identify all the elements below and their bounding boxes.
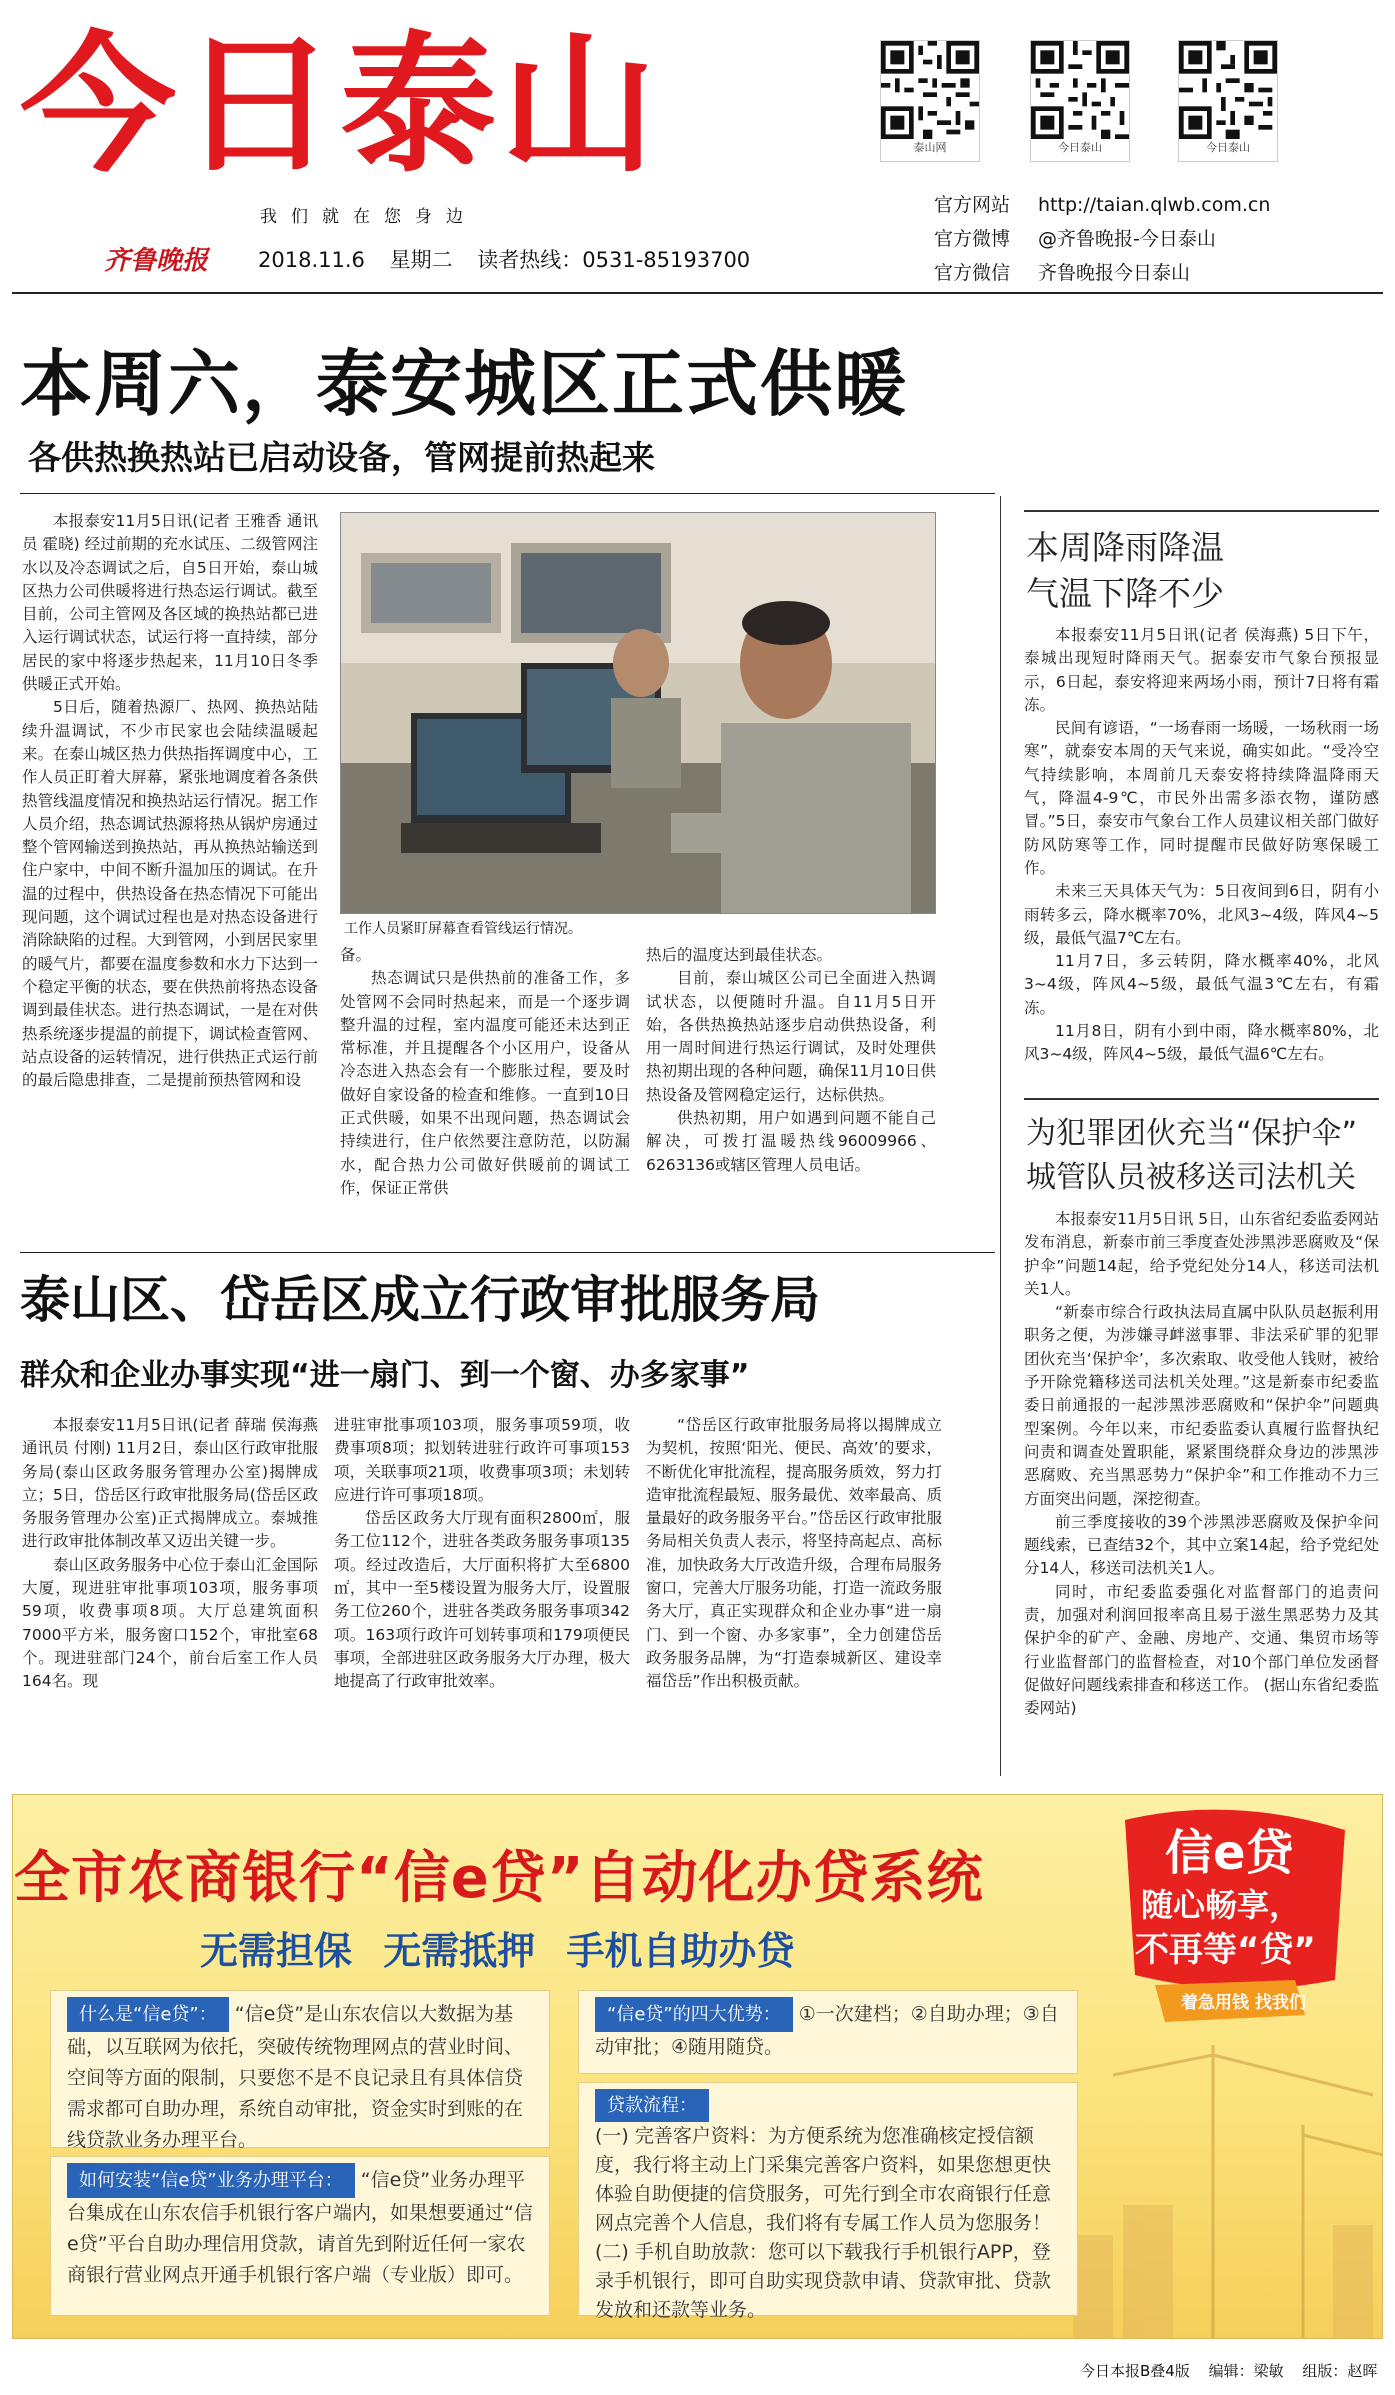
lead-paragraph: 本报泰安11月5日讯(记者 王雅香 通讯员 霍晓) 经过前期的充水试压、二级管网注水以及冷态调试之后，自5日开始，泰山城区热力公司供暖将进行热态运行调试。截至目前，公司主管网及各区域的换热站都已进入运行调试状态，试运行将一直持续，部分居民的家中将逐步热起来，11月10日冬季供暖正式开始。 [22,512,318,694]
ad-info-install [50,2156,550,2316]
side-paragraph: 11月8日，阴有小到中雨，降水概率80%，北风3~4级，阵风4~5级，最低气温6℃左右。 [1024,1022,1379,1064]
issue-info [258,244,768,274]
second-paragraph: 进驻审批事项103项，服务事项59项，收费事项8项；拟划转进驻行政许可事项153项，关联事项21项，收费事项3项；未划转应进行许可事项18项。 [334,1416,630,1504]
lead-paragraph: 供热初期，用户如遇到问题不能自己解决，可拨打温暖热线96009966、6263136或辖区管理人员电话。 [646,1109,936,1174]
lead-headline: 本周六，泰安城区正式供暖 [20,342,909,426]
qr-pattern-1 [881,41,979,139]
contact-label: 官方微信 [934,262,1011,284]
issue-weekday: 星期二 [389,248,453,272]
side-story-1-title-2: 气温下降不少 [1026,574,1224,613]
slogan-line-2: 不再等“贷” [1135,1930,1316,1970]
side-story-1-title-1: 本周降雨降温 [1026,528,1224,567]
qr-caption-3: 今日泰山 [1206,141,1250,154]
ad-box-header: 如何安装“信e贷”业务办理平台： [67,2163,355,2198]
brand-logo: 齐鲁晚报 [104,246,209,276]
ad-info-what [50,1990,550,2151]
side-story-1-rule [1024,510,1379,512]
second-column-3 [646,1414,942,1776]
ad-slogan-card [1095,1800,1365,2040]
qr-pattern-2 [1031,41,1129,139]
lead-column-3 [646,944,936,1254]
contact-label: 官方微博 [934,228,1011,250]
ad-title: 全市农商银行“信e贷”自动化办贷系统 [14,1846,984,1911]
lead-paragraph: 热后的温度达到最佳状态。 [646,946,833,964]
footer-editor: 编辑：梁敏 [1208,2362,1284,2380]
slogan-tag: 着急用钱 找我们 [1181,1993,1306,2013]
ad-info-advantages [578,1990,1078,2074]
footer-edition: 今日本报B叠4版 [1080,2362,1190,2380]
side-paragraph: 民间有谚语，“一场春雨一场暖，一场秋雨一场寒”，就泰安本周的天气来说，确实如此。“受冷空气持续影响，本周前几天泰安将持续降温降雨天气，降温4-9℃，市民外出需多添衣物，谨防感冒。”5日，泰安市气象台工作人员建议相关部门做好防风防寒等工作，同时提醒市民做好防寒保暖工作。 [1024,719,1379,877]
side-paragraph: 本报泰安11月5日讯 5日，山东省纪委监委网站发布消息，新泰市前三季度查处涉黑涉恶腐败及“保护伞”问题14起，给予党纪处分14人，移送司法机关1人。 [1024,1210,1379,1298]
ad-box-text: ①一次建档；②自助办理；③自动审批；④随用随贷。 [595,2003,1059,2058]
lead-photo [340,512,936,914]
ad-box-text: “信e贷”是山东农信以大数据为基础，以互联网为依托，突破传统物理网点的营业时间、空间等方面的限制，只要您不是不良记录且有具体信贷需求都可自助办理，系统自动审批，资金实时到账的在线贷款业务办理平台。 [67,2003,524,2151]
second-column-2 [334,1414,630,1776]
contact-wechat [934,256,1270,290]
ad-box-header: “信e贷”的四大优势： [595,1997,793,2032]
contact-label: 官方网站 [934,194,1011,216]
lead-column-2 [340,944,630,1254]
masthead-slogan: 我们就在您身边 [260,207,477,227]
office-scene-image [341,513,936,914]
qr-pattern-3 [1179,41,1277,139]
ad-box-text: “信e贷”业务办理平台集成在山东农信手机银行客户端内，如果想要通过“信e贷”平台自助办理信用贷款，请首先到附近任何一家农商银行营业网点开通手机银行客户端（专业版）即可。 [67,2169,533,2286]
ad-subtitle: 无需担保 无需抵押 手机自助办贷 [200,1929,795,1973]
slogan-brand: 信e贷 [1165,1825,1294,1881]
second-headline: 泰山区、岱岳区成立行政审批服务局 [20,1271,820,1329]
wechat-handle[interactable]: 齐鲁晚报今日泰山 [1038,262,1191,284]
official-contacts [934,188,1270,290]
second-paragraph: 泰山区政务服务中心位于泰山汇金国际大厦，现进驻审批事项103项，服务事项59项，收费事项8项。大厅总建筑面积7000平方米，服务窗口152个，审批室68个。现进驻部门24个，前台后室工作人员164名。现 [22,1555,318,1691]
side-paragraph: “新泰市综合行政执法局直属中队队员赵振利用职务之便，为涉嫌寻衅滋事罪、非法采矿罪的犯罪团伙充当‘保护伞’，多次索取、收受他人钱财，被给予开除党籍移送司法机关处理。”这是新泰市纪委监委日前通报的一起涉黑涉恶腐败和“保护伞”问题典型案例。今年以来，市纪委监委认真履行监督执纪问责和调查处置职能，紧紧围绕群众身边的涉黑涉恶腐败、充当黑恶势力“保护伞”和工作推动不力三方面突出问题，深挖彻查。 [1024,1303,1379,1508]
lead-paragraph: 目前，泰山城区公司已全面进入热调试状态，以便随时升温。自11月5日开始，各供热换热站逐步启动供热设备，利用一周时间进行热运行调试，及时处理供热初期出现的各种问题，确保11月10日供热设备及管网稳定运行，达标供热。 [646,969,936,1104]
lead-subhead: 各供热换热站已启动设备，管网提前热起来 [28,438,655,477]
lead-paragraph: 热态调试只是供热前的准备工作，多处管网不会同时热起来，而是一个逐步调整升温的过程，室内温度可能还未达到正常标准，并且提醒各个小区用户，设备从冷态进入热态会有一个膨胀过程，要及时做好自家设备的检查和维修。一直到10日正式供暖，如果不出现问题，热态调试会持续进行，住户依然要注意防范，以防漏水，配合热力公司做好供暖前的调试工作，保证正常供 [340,969,630,1197]
side-paragraph: 本报泰安11月5日讯(记者 侯海燕) 5日下午，泰城出现短时降雨天气。据泰安市气象台预报显示，6日起，泰安将迎来两场小雨，预计7日将有霜冻。 [1024,626,1379,714]
second-subhead: 群众和企业办事实现“进一扇门、到一个窗、办多家事” [20,1358,750,1393]
ad-box-text: (二) 手机自助放款：您可以下载我行手机银行APP，登录手机银行，即可自助实现贷款申请、贷款审批、贷款发放和还款等业务。 [595,2241,1052,2321]
second-column-1 [22,1414,318,1776]
weibo-handle[interactable]: @齐鲁晚报-今日泰山 [1038,228,1216,250]
lead-paragraph: 备。 [340,946,372,964]
column-divider [1000,496,1001,1776]
qr-caption-2: 今日泰山 [1058,141,1102,154]
side-story-2-title-1: 为犯罪团伙充当“保护伞” [1026,1116,1358,1151]
masthead-divider [12,292,1383,294]
side-paragraph: 未来三天具体天气为：5日夜间到6日，阴有小雨转多云，降水概率70%，北风3~4级，阵风4~5级，最低气温7℃左右。 [1024,882,1379,947]
lead-paragraph: 5日后，随着热源厂、热网、换热站陆续升温调试，不少市民家也会陆续温暖起来。在泰山城区热力供热指挥调度中心，工作人员正盯着大屏幕，紧张地调度着各条供热管线温度情况和换热站运行情况。据工作人员介绍，热态调试热源将热从锅炉房通过整个管网输送到换热站，再从换热站输送到住户家中，中间不断升温加压的调试。在升温的过程中，供热设备在热态情况下可能出现问题，这个调试过程也是对热态设备进行消除缺陷的过程。大到管网，小到居民家里的暖气片，都要在温度参数和水力下达到一个稳定平衡的状态，要在供热前将热态设备调到最佳状态。进行热态调试，一是在对供热系统逐步提温的前提下，调试检查管网、站点设备的运转情况，进行供热正式运行前的最后隐患排查，二是提前预热管网和设 [22,698,318,1090]
footer-layout: 组版：赵晖 [1302,2362,1378,2380]
side-paragraph: 前三季度接收的39个涉黑涉恶腐败及保护伞问题线索，已查结32个，其中立案14起，给予党纪处分14人，移送司法机关1人。 [1024,1512,1379,1578]
lead-divider [20,493,995,494]
photo-caption: 工作人员紧盯屏幕查看管线运行情况。 [344,921,582,937]
second-paragraph: “岱岳区行政审批服务局将以揭牌成立为契机，按照‘阳光、便民、高效’的要求，不断优化审批流程，提高服务质效，努力打造审批流程最短、服务最优、效率最高、质量最好的政务服务平台。”岱岳区行政审批服务局相关负责人表示，将坚持高起点、高标准，加快政务大厅改造升级，合理布局服务窗口，完善大厅服务功能，打造一流政务服务大厅，真正实现群众和企业办事“进一扇门、到一个窗、办多家事”，全力创建岱岳政务服务品牌，为“打造泰城新区、建设幸福岱岳”作出积极贡献。 [646,1416,942,1691]
qr-code-icon[interactable] [1178,40,1278,162]
slogan-line-1: 随心畅享， [1141,1886,1302,1924]
side-story-2-body [1024,1208,1379,1774]
ad-box-header: 贷款流程： [595,2089,709,2122]
side-story-1-body [1024,624,1379,1074]
contact-website [934,188,1270,222]
ad-info-process [578,2082,1078,2321]
qr-code-icon[interactable] [880,40,980,162]
second-paragraph: 本报泰安11月5日讯(记者 薛瑞 侯海燕 通讯员 付刚) 11月2日，泰山区行政审批服务局(泰山区政务服务管理办公室)揭牌成立；5日，岱岳区行政审批服务局(岱岳区政务服务管理办公室)正式揭牌成立。泰城推进行政审批体制改革又迈出关键一步。 [22,1416,318,1551]
ad-box-header: 什么是“信e贷”： [67,1997,229,2032]
contact-weibo [934,222,1270,256]
qr-caption-1: 泰山网 [913,141,947,154]
qr-code-icon[interactable] [1030,40,1130,162]
second-story-rule [20,1252,995,1253]
lead-column-1 [22,510,318,1270]
side-paragraph: 11月7日，多云转阴，降水概率40%，北风3~4级，阵风4~5级，最低气温3℃左右，有霜冻。 [1024,952,1379,1017]
issue-date: 2018.11.6 [258,248,365,272]
second-paragraph: 岱岳区政务大厅现有面积2800㎡，服务工位112个，进驻各类政务服务事项135项。经过改造后，大厅面积将扩大至6800㎡，其中一至5楼设置为服务大厅，设置服务工位260个，进驻各类政务服务事项342项。163项行政许可划转事项和179项便民事项，全部进驻区政务服务大厅办理，极大地提高了行政审批效率。 [334,1509,630,1691]
website-link[interactable]: http://taian.qlwb.com.cn [1038,194,1271,216]
page-footer [1080,2360,1391,2381]
side-story-2-rule [1024,1098,1379,1100]
side-story-2-title-2: 城管队员被移送司法机关 [1026,1160,1356,1195]
reader-hotline: 读者热线：0531-85193700 [477,248,751,272]
ad-box-text: (一) 完善客户资料：为方便系统为您准确核定授信额度，我行将主动上门采集完善客户资料，如果您想更快体验自助便捷的信贷服务，可先行到全市农商银行任意网点完善个人信息，我们将有专属工作人员为您服务！ [595,2125,1052,2234]
masthead-logo: 今日泰山 [20,19,661,193]
side-paragraph: 同时，市纪委监委强化对监督部门的追责问责，加强对利润回报率高且易于滋生黑恶势力及其保护伞的矿产、金融、房地产、交通、集贸市场等行业监督部门的监督检查，对10个部门单位发函督促做好问题线索排查和移送工作。 (据山东省纪委监委网站) [1024,1582,1379,1718]
